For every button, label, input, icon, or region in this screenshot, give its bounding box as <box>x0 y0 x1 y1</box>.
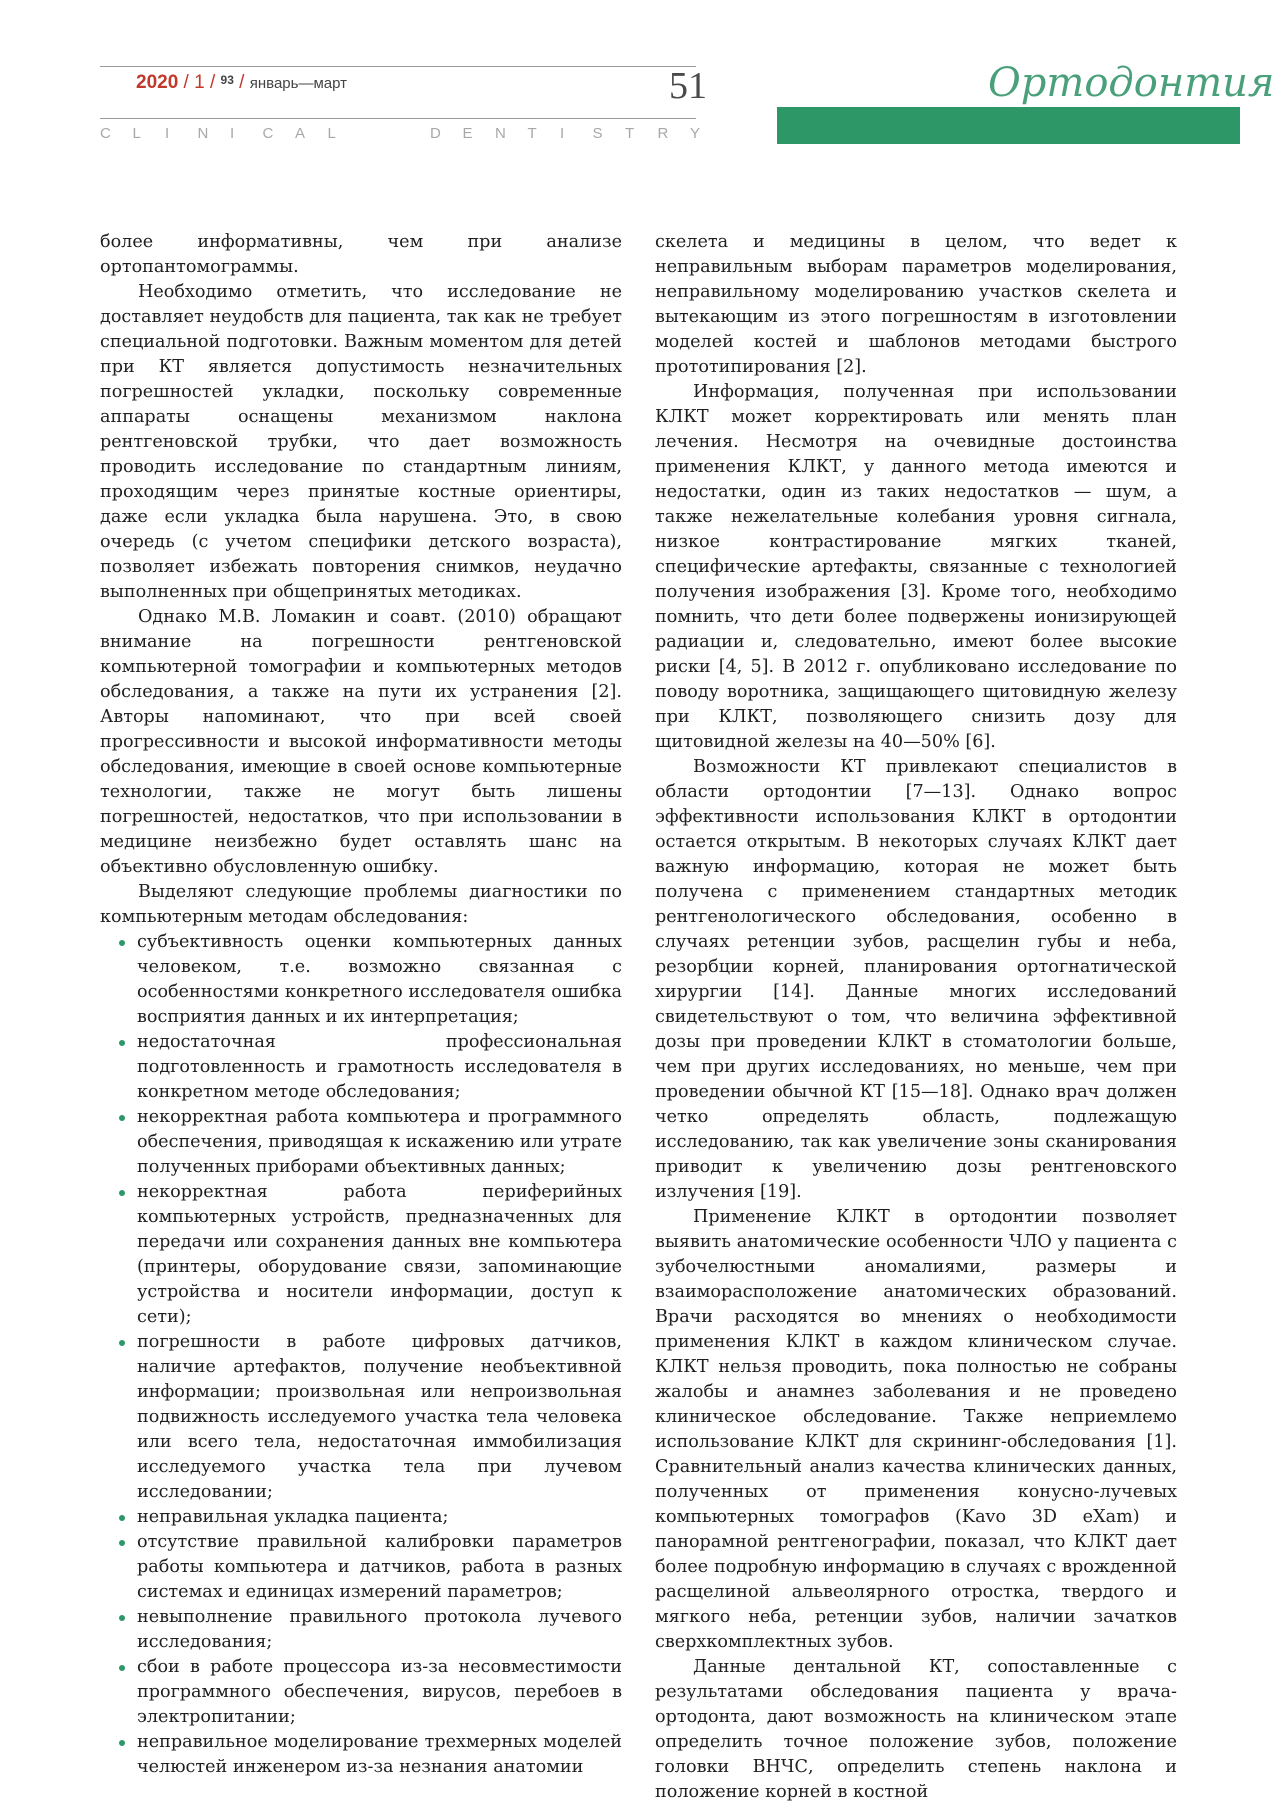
paragraph: Возможности КТ привлекают специалистов в области ортодонтии [7—13]. Однако вопрос эффективности использования КЛКТ в ортодонтии остается открытым. В некоторых случаях КЛКТ дает важную информацию, которая не может быть получена с применением стандартных методик рентгенологического обследования, особенно в случаях ретенции зубов, расщелин губы и неба, резорбции корней, планирования ортогнатической хирургии [14]. Данные многих исследований свидетельствуют о том, что величина эффективной дозы при проведении КЛКТ в стоматологии больше, чем при других исследованиях, но меньше, чем при проведении обычной КТ [15—18]. Однако врач должен четко определять область, подлежащую исследованию, так как увеличение зоны сканирования приводит к увеличению дозы рентгеновского излучения [19]. <box>655 757 1177 1202</box>
list-item: субъективность оценки компьютерных данных человеком, т.е. возможно связанная с особенностями конкретного исследователя ошибка восприятия данных и их интерпретация; <box>100 930 622 1030</box>
journal-letter: A <box>295 125 308 142</box>
problems-list <box>100 930 622 1780</box>
bullet-icon <box>119 1540 125 1546</box>
paragraph: Однако М.В. Ломакин и соавт. (2010) обращают внимание на погрешности рентгеновской компьютерной томографии и компьютерных методов обследования, а также на пути их устранения [2]. Авторы напоминают, что при всей своей прогрессивности и высокой информативности методы обследования, имеющие в своей основе компьютерные технологии, также не могут быть лишены погрешностей, недостатков, что при использовании в медицине неизбежно будет оставлять шанс на объективно обусловленную ошибку. <box>100 607 622 877</box>
issue-info: 2020 / 1 / $^{93}$ / январь—март <box>136 72 347 93</box>
header-bottom-rule <box>100 118 696 119</box>
bullet-icon <box>119 1665 125 1671</box>
list-item: некорректная работа периферийных компьютерных устройств, предназначенных для передачи или сохранения данных вне компьютера (принтеры, оборудование связи, запоминающие устройства и носители информации, доступ к сети); <box>100 1180 622 1330</box>
list-item: недостаточная профессиональная подготовленность и грамотность исследователя в конкретном методе обследования; <box>100 1030 622 1105</box>
journal-letter: I <box>165 125 172 142</box>
section-title: Ортодонтия <box>988 60 1274 106</box>
journal-letter: N <box>495 125 508 142</box>
journal-letter: E <box>462 125 475 142</box>
header-top-rule <box>100 66 696 67</box>
bullet-icon <box>119 1615 125 1621</box>
journal-letter: C <box>100 125 113 142</box>
bullet-icon <box>119 940 125 946</box>
list-item: некорректная работа компьютера и программного обеспечения, приводящая к искажению или утрате полученных приборами объективных данных; <box>100 1105 622 1180</box>
paragraph: Выделяют следующие проблемы диагностики по компьютерным методам обследования: <box>100 882 622 927</box>
bullet-icon <box>119 1190 125 1196</box>
issue-year: 2020 <box>136 72 179 93</box>
paragraph: Информация, полученная при использовании КЛКТ может корректировать или менять план лечения. Несмотря на очевидные достоинства применения КЛКТ, у данного метода имеются и недостатки, один из таких недостатков — шум, а также нежелательные колебания уровня сигнала, низкое контрастирование мягких тканей, специфические артефакты, связанные с технологией получения изображения [3]. Кроме того, необходимо помнить, что дети более подвержены ионизирующей радиации и, следовательно, имеют более высокие риски [4, 5]. В 2012 г. опубликовано исследование по поводу воротника, защищающего щитовидную железу при КЛКТ, позволяющего снизить дозу для щитовидной железы на 40—50% [6]. <box>655 382 1177 752</box>
journal-letter: C <box>262 125 276 142</box>
left-column <box>100 230 622 1780</box>
list-item: отсутствие правильной калибровки параметров работы компьютера и датчиков, работа в разных системах и единицах измерений параметров; <box>100 1530 622 1605</box>
bullet-icon <box>119 1515 125 1521</box>
list-item: неправильная укладка пациента; <box>100 1505 622 1530</box>
section-color-bar <box>777 107 1240 144</box>
right-column <box>655 230 1177 1805</box>
journal-letter: R <box>657 125 671 142</box>
journal-letter: D <box>430 125 443 142</box>
issue-volume: 1 <box>194 72 205 93</box>
list-item: сбои в работе процессора из-за несовместимости программного обеспечения, вирусов, перебоев в электропитании; <box>100 1655 622 1730</box>
journal-letter: T <box>527 125 539 142</box>
journal-letter: T <box>625 125 637 142</box>
issue-months: январь—март <box>249 75 347 92</box>
bullet-icon <box>119 1115 125 1121</box>
journal-letter: N <box>197 125 211 142</box>
journal-letter: Y <box>690 125 703 142</box>
bullet-icon <box>119 1040 125 1046</box>
paragraph: скелета и медицины в целом, что ведет к неправильным выборам параметров моделирования, неправильному моделированию участков скелета и вытекающим из этого погрешностям в изготовлении моделей костей и шаблонов методами быстрого прототипирования [2]. <box>655 232 1177 377</box>
list-item: погрешности в работе цифровых датчиков, наличие артефактов, получение необъективной информации; произвольная или непроизвольная подвижность исследуемого участка тела человека или всего тела, недостаточная иммобилизация исследуемого участка тела при лучевом исследовании; <box>100 1330 622 1505</box>
journal-letter: L <box>327 125 338 142</box>
page-number: 51 <box>669 65 707 107</box>
journal-letter: I <box>230 125 237 142</box>
list-item: неправильное моделирование трехмерных моделей челюстей инженером из-за незнания анатомии <box>100 1730 622 1780</box>
issue-number: 93 <box>220 73 234 87</box>
journal-letter: S <box>592 125 605 142</box>
paragraph: более информативны, чем при анализе ортопантомограммы. <box>100 232 622 277</box>
paragraph: Данные дентальной КТ, сопоставленные с результатами обследования пациента у врача-ортодонта, дают возможность на клиническом этапе определить точное положение зубов, положение головки ВНЧС, определить степень наклона и положение корней в костной <box>655 1657 1177 1802</box>
journal-letter: L <box>132 125 143 142</box>
paragraph: Применение КЛКТ в ортодонтии позволяет выявить анатомические особенности ЧЛО у пациента с зубочелюстными аномалиями, размеры и взаиморасположение анатомических образований. Врачи расходятся во мнениях о необходимости применения КЛКТ в каждом клиническом случае. КЛКТ нельзя проводить, пока полностью не собраны жалобы и анамнез заболевания и не проведено клиническое обследование. Также неприемлемо использование КЛКТ для скрининг-обследования [1]. Сравнительный анализ качества клинических данных, полученных от применения конусно-лучевых компьютерных томографов (Kavo 3D eXam) и панорамной рентгенографии, показал, что КЛКТ дает более подробную информацию в случаях с врожденной расщелиной альвеолярного отростка, твердого и мягкого неба, ретенции зубов, наличии зачатков сверхкомплектных зубов. <box>655 1207 1177 1652</box>
paragraph: Необходимо отметить, что исследование не доставляет неудобств для пациента, так как не требует специальной подготовки. Важным моментом для детей при КТ является допустимость незначительных погрешностей укладки, поскольку современные аппараты оснащены механизмом наклона рентгеновской трубки, что дает возможность проводить исследование по стандартным линиям, проходящим через принятые костные ориентиры, даже если укладка была нарушена. Это, в свою очередь (с учетом специфики детского возраста), позволяет избежать повторения снимков, неудачно выполненных при общепринятых методиках. <box>100 282 622 602</box>
bullet-icon <box>119 1340 125 1346</box>
bullet-icon <box>119 1740 125 1746</box>
list-item: невыполнение правильного протокола лучевого исследования; <box>100 1605 622 1655</box>
journal-letter: I <box>560 125 567 142</box>
